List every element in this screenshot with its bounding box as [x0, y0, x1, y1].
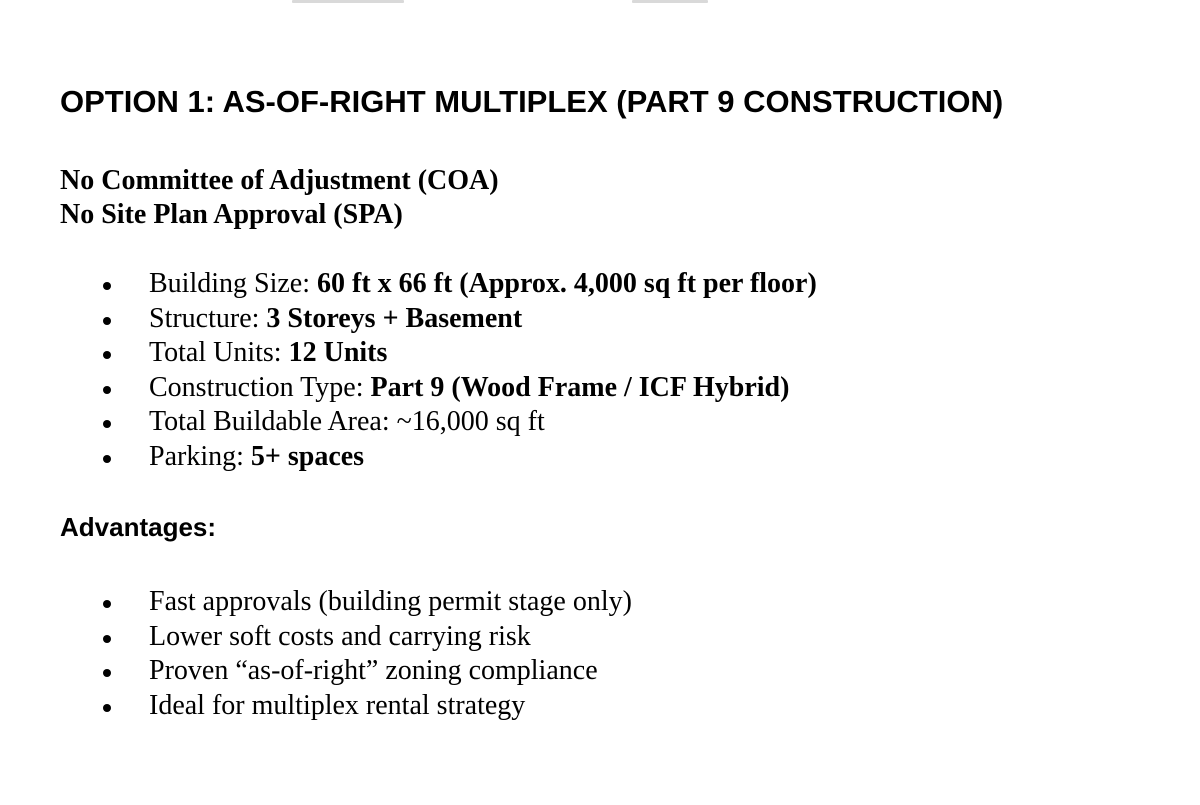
bullet-icon: [103, 282, 111, 290]
advantage-text: Proven “as-of-right” zoning compliance: [149, 655, 598, 686]
bullet-icon: [103, 420, 111, 428]
bullet-icon: [103, 669, 111, 677]
spec-label: Building Size:: [149, 268, 317, 299]
previous-page-remnant: [0, 0, 1200, 6]
approval-note-coa: No Committee of Adjustment (COA): [60, 165, 499, 196]
spec-value: 12 Units: [288, 337, 388, 368]
bullet-icon: [103, 455, 111, 463]
advantage-text: Lower soft costs and carrying risk: [149, 620, 531, 652]
spec-label: Structure:: [149, 302, 267, 334]
advantages-heading: Advantages:: [60, 512, 217, 542]
spec-value: Part 9 (Wood Frame / ICF Hybrid): [370, 371, 790, 403]
cropped-text-fragment: [632, 0, 708, 3]
spec-label: Parking:: [149, 440, 251, 472]
advantage-text: Ideal for multiplex rental strategy: [149, 689, 526, 721]
cropped-text-fragment: [292, 0, 404, 3]
bullet-icon: [103, 351, 111, 359]
bullet-icon: [103, 704, 111, 712]
option-heading: OPTION 1: AS-OF-RIGHT MULTIPLEX (PART 9 CONSTRUCTION): [60, 84, 1004, 119]
spec-value: 3 Storeys + Basement: [266, 302, 523, 334]
bullet-icon: [103, 317, 111, 325]
bullet-icon: [103, 635, 111, 643]
spec-label: Total Buildable Area: ~16,000 sq ft: [149, 406, 545, 437]
spec-label: Construction Type:: [149, 371, 371, 403]
advantage-text: Fast approvals (building permit stage only): [149, 586, 632, 617]
spec-value: 5+ spaces: [250, 440, 365, 472]
bullet-icon: [103, 386, 111, 394]
spec-label: Total Units:: [149, 337, 289, 368]
approval-note-spa: No Site Plan Approval (SPA): [60, 199, 403, 230]
spec-value: 60 ft x 66 ft (Approx. 4,000 sq ft per floor): [317, 268, 817, 299]
bullet-icon: [103, 600, 111, 608]
